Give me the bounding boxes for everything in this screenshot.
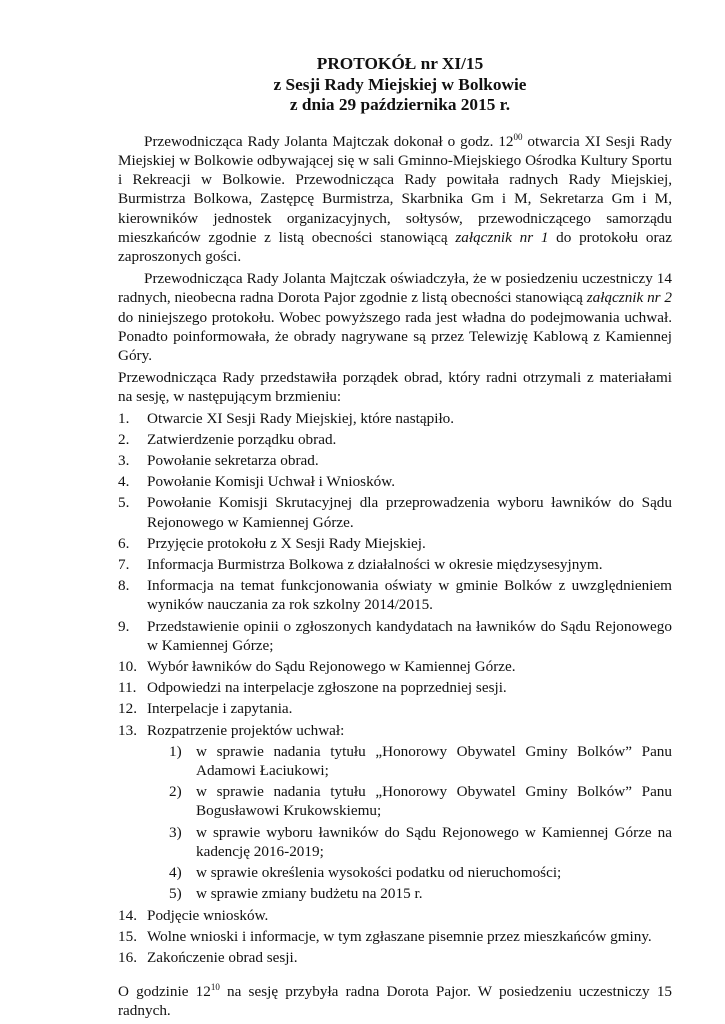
opening-text-end: do protokołu oraz zaproszonych gości. — [118, 228, 672, 265]
resolution-item-number: 2) — [169, 783, 182, 801]
title-line-2: z Sesji Rady Miejskiej w Bolkowie — [273, 74, 527, 94]
agenda-item-number: 1. — [118, 409, 130, 427]
agenda-item — [118, 555, 672, 574]
agenda-item-text: Informacja Burmistrza Bolkowa z działalności w okresie międzysesyjnym. — [147, 556, 603, 574]
resolution-item-text: w sprawie określenia wysokości podatku od nieruchomości; — [196, 864, 562, 882]
agenda-item-text: Powołanie sekretarza obrad. — [147, 452, 319, 470]
attachment-1-reference: załącznik nr 1 — [455, 228, 549, 246]
document-title — [118, 54, 672, 116]
resolution-item — [147, 884, 672, 903]
agenda-item-text: Interpelacje i zapytania. — [147, 700, 293, 718]
agenda-item-number: 16. — [118, 948, 137, 966]
agenda-item — [118, 906, 672, 925]
agenda-item — [118, 493, 672, 531]
opening-text-middle: otwarcia XI Sesji Rady Miejskiej w Bolkowie odbywającej się w sali Gminno-Miejskiego Ośrodka Kultury Sportu i Rekreacji w Bolkowie. Przewodnicząca Rady powitała radnych Rady Miejskiej, Burmistrza Bolkowa, Zastępcę Burmistrza, Skarbnika Gm i M, Sekretarza Gm i M, kierowników jednostek organizacyjnych, sołtysów, przewodniczącego samorządu mieszkańców zgodnie z listą obecności stanowiącą — [118, 132, 672, 246]
resolution-item-number: 4) — [169, 864, 182, 882]
resolution-item-text: w sprawie zmiany budżetu na 2015 r. — [196, 885, 423, 903]
agenda-item — [118, 948, 672, 967]
title-line-1: PROTOKÓŁ nr XI/15 — [316, 54, 484, 73]
opening-paragraph — [118, 132, 672, 266]
agenda-item-text: Rozpatrzenie projektów uchwał: — [147, 721, 345, 739]
agenda-item-text: Otwarcie XI Sesji Rady Miejskiej, które nastąpiło. — [147, 409, 455, 427]
agenda-item-number: 6. — [118, 534, 130, 552]
agenda-item-number: 5. — [118, 494, 130, 512]
agenda-item — [118, 657, 672, 676]
agenda-item — [118, 576, 672, 614]
agenda-item — [118, 699, 672, 718]
agenda-item-number: 7. — [118, 556, 130, 574]
agenda-item-number: 14. — [118, 906, 137, 924]
resolutions-list — [147, 742, 672, 904]
agenda-item-text: Przyjęcie protokołu z X Sesji Rady Miejskiej. — [147, 534, 426, 552]
agenda-item-text: Informacja na temat funkcjonowania oświaty w gminie Bolków z uwzględnieniem wyników nauczania za rok szkolny 2014/2015. — [147, 577, 672, 614]
agenda-item-number: 9. — [118, 617, 130, 635]
agenda-item-text: Zakończenie obrad sesji. — [147, 948, 298, 966]
resolution-item-text: w sprawie nadania tytułu „Honorowy Obywatel Gminy Bolków” Panu Adamowi Łaciukowi; — [196, 742, 672, 780]
agenda-item-number: 10. — [118, 658, 137, 676]
title-line-3: z dnia 29 października 2015 r. — [289, 95, 511, 115]
agenda-item — [118, 451, 672, 470]
agenda-item-number: 15. — [118, 927, 137, 945]
resolution-item-text: w sprawie wyboru ławników do Sądu Rejonowego w Kamiennej Górze na kadencję 2016-2019; — [196, 823, 672, 860]
agenda-item-text: Przedstawienie opinii o zgłoszonych kandydatach na ławników do Sądu Rejonowego w Kamiennej Górze; — [147, 617, 672, 654]
closing-text-end: na sesję przybyła radna Dorota Pajor. W posiedzeniu uczestniczy 15 radnych. — [118, 983, 673, 1020]
agenda-item-number: 12. — [118, 700, 137, 718]
agenda-item-text: Wolne wnioski i informacje, w tym zgłaszane pisemnie przez mieszkańców gminy. — [147, 927, 652, 945]
agenda-item — [118, 409, 672, 428]
agenda-item — [118, 430, 672, 449]
agenda-intro-paragraph: Przewodnicząca Rady przedstawiła porządek obrad, który radni otrzymali z materiałami na sesję, w następującym brzmieniu: — [118, 369, 672, 406]
resolution-item — [147, 782, 672, 820]
resolution-item-text: w sprawie nadania tytułu „Honorowy Obywatel Gminy Bolków” Panu Bogusławowi Krukowskiemu; — [196, 783, 672, 820]
closing-text-start: O godzinie 12 — [118, 983, 211, 1001]
attendance-text-end: do niniejszego protokołu. Wobec powyższego rada jest władna do podejmowania uchwał. Ponadto poinformowała, że obrady nagrywane są przez Telewizję Kablową z Kamiennej Góry. — [118, 308, 672, 365]
attachment-2-reference: załącznik nr 2 — [586, 289, 672, 307]
agenda-item — [118, 617, 672, 655]
agenda-item — [118, 678, 672, 697]
agenda-item-text: Zatwierdzenie porządku obrad. — [147, 430, 337, 448]
resolution-item — [147, 863, 672, 882]
agenda-item-number: 2. — [118, 430, 130, 448]
agenda-item-text: Podjęcie wniosków. — [147, 906, 269, 924]
agenda-item — [118, 927, 672, 946]
agenda-item-text: Powołanie Komisji Uchwał i Wniosków. — [147, 473, 396, 491]
agenda-item-number: 3. — [118, 452, 130, 470]
agenda-item-text: Powołanie Komisji Skrutacyjnej dla przeprowadzenia wyboru ławników do Sądu Rejonowego w Kamiennej Górze. — [147, 494, 672, 531]
closing-paragraph — [118, 982, 672, 1020]
agenda-item-number: 4. — [118, 473, 130, 491]
resolution-item-number: 1) — [169, 742, 182, 760]
closing-time-minutes: 10 — [210, 982, 220, 993]
resolution-item — [147, 742, 672, 780]
agenda-list — [118, 409, 672, 967]
agenda-item — [118, 472, 672, 491]
agenda-item-number: 11. — [118, 679, 137, 697]
agenda-item-number: 8. — [118, 577, 130, 595]
attendance-paragraph — [118, 269, 672, 365]
agenda-item — [118, 721, 672, 904]
agenda-item — [118, 534, 672, 553]
resolution-item-number: 5) — [169, 885, 182, 903]
opening-time-minutes: 00 — [513, 131, 523, 142]
resolution-item-number: 3) — [169, 823, 182, 841]
agenda-item-text: Wybór ławników do Sądu Rejonowego w Kamiennej Górze. — [147, 658, 516, 676]
attendance-text-start: Przewodnicząca Rady Jolanta Majtczak oświadczyła, że w posiedzeniu uczestniczy 14 radnych, nieobecna radna Dorota Pajor zgodnie z listą obecności stanowiącą — [118, 270, 672, 307]
resolution-item — [147, 823, 672, 861]
agenda-item-text: Odpowiedzi na interpelacje zgłoszone na poprzedniej sesji. — [147, 679, 507, 697]
agenda-item-number: 13. — [118, 721, 137, 739]
opening-text-start: Przewodnicząca Rady Jolanta Majtczak dokonał o godz. 12 — [144, 132, 514, 150]
